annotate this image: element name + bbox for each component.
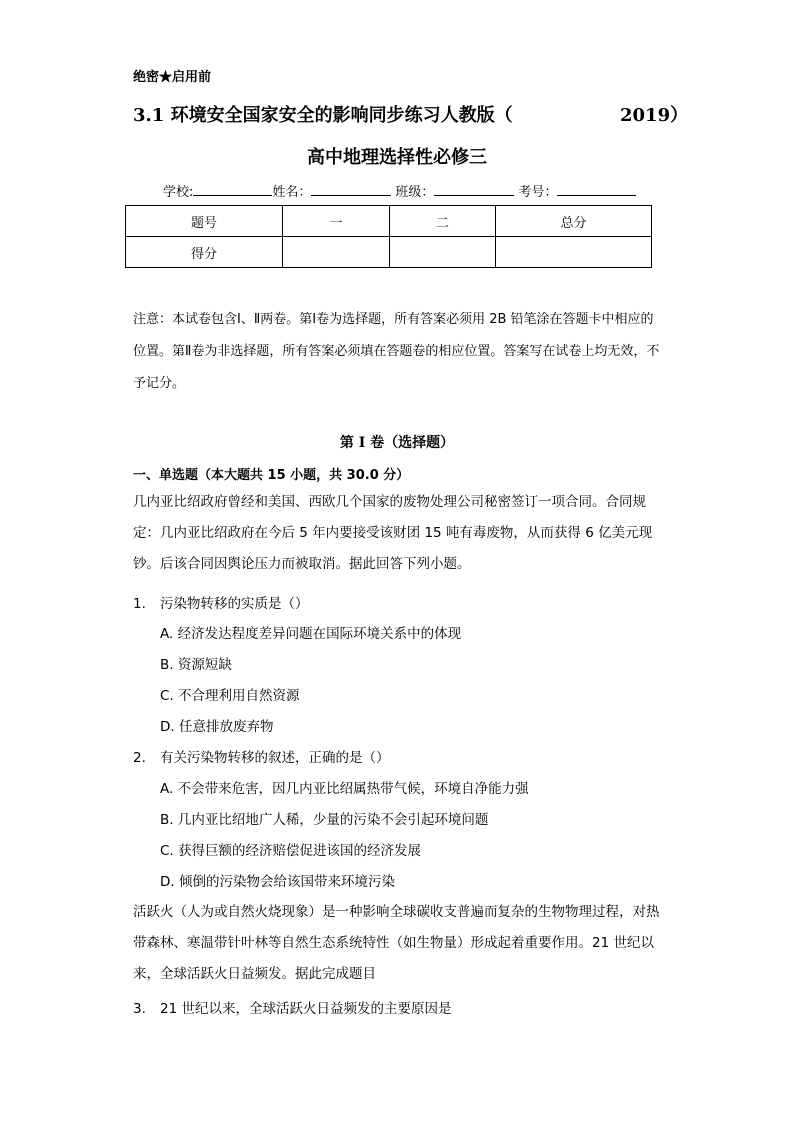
part-title: 一、单选题（本大题共 15 小题，共 30.0 分） [133,468,410,483]
exam-no-label: 考号： [518,185,558,200]
question-1-option-d: D. 任意排放废弃物 [160,719,274,735]
question-text: 污染物转移的实质是（） [160,596,309,612]
score-cell [496,237,652,268]
passage-2: 活跃火（人为或自然火烧现象）是一种影响全球碳收支普遍而复杂的生物物理过程，对热带森林、寒温带针叶林等自然生态系统特性（如生物量）形成起着重要作用。21 世纪以来，全球活跃火日益频发。据此完成题目 [133,904,660,982]
question-2-option-b: B. 几内亚比绍地广人稀，少量的污染不会引起环境问题 [160,812,489,828]
question-number: 3. [133,1001,146,1017]
score-table [125,205,652,268]
score-table-header: 题号 [126,206,283,237]
question-2-option-c: C. 获得巨额的经济赔偿促进该国的经济发展 [160,843,422,859]
exam-title-year: 2019） [620,105,689,126]
question-2-option-d: D. 倾倒的污染物会给该国带来环境污染 [160,874,395,890]
school-label: 学校: [163,185,194,200]
score-cell [283,237,390,268]
question-1 [133,592,309,612]
exam-title-line1 [133,101,689,127]
question-1-option-a: A. 经济发达程度差异问题在国际环境关系中的体现 [160,626,462,642]
passage-1: 几内亚比绍政府曾经和美国、西欧几个国家的废物处理公司秘密签订一项合同。合同规定：几内亚比绍政府在今后 5 年内要接受该财团 15 吨有毒废物，从而获得 6 亿美元现钞。后该合同因舆论压力而被取消。据此回答下列小题。 [133,494,653,572]
school-blank [193,182,272,196]
question-1-option-b: B. 资源短缺 [160,657,232,673]
secret-label: 绝密★启用前 [133,70,212,85]
score-table-header: 二 [390,206,496,237]
question-3 [133,997,451,1017]
name-blank [311,182,391,196]
exam-title-line2: 高中地理选择性必修三 [307,147,487,168]
score-table-header: 总分 [496,206,652,237]
student-info-line [163,181,636,200]
score-table-header-row [126,206,652,237]
question-number: 2. [133,750,146,766]
question-2-option-a: A. 不会带来危害，因几内亚比绍属热带气候，环境自净能力强 [160,781,529,797]
question-number: 1. [133,596,146,612]
question-2 [133,746,390,766]
exam-title-text: 3.1 环境安全国家安全的影响同步练习人教版（ [133,105,513,126]
score-cell [390,237,496,268]
question-text: 21 世纪以来，全球活跃火日益频发的主要原因是 [160,1001,452,1017]
question-text: 有关污染物转移的叙述，正确的是（） [160,750,390,766]
class-blank [434,182,514,196]
name-label: 姓名： [272,185,312,200]
exam-notice: 注意：本试卷包含Ⅰ、Ⅱ两卷。第Ⅰ卷为选择题，所有答案必须用 2B 铅笔涂在答题卡中相应的位置。第Ⅱ卷为非选择题，所有答案必须填在答题卷的相应位置。答案写在试卷上均无效，不予记分。 [133,312,660,391]
score-table-header: 一 [283,206,390,237]
question-1-option-c: C. 不合理利用自然资源 [160,688,300,704]
score-row-label: 得分 [126,237,283,268]
class-label: 班级： [395,185,435,200]
exam-no-blank [557,182,636,196]
score-table-score-row [126,237,652,268]
section-title: 第 I 卷（选择题） [339,435,455,451]
